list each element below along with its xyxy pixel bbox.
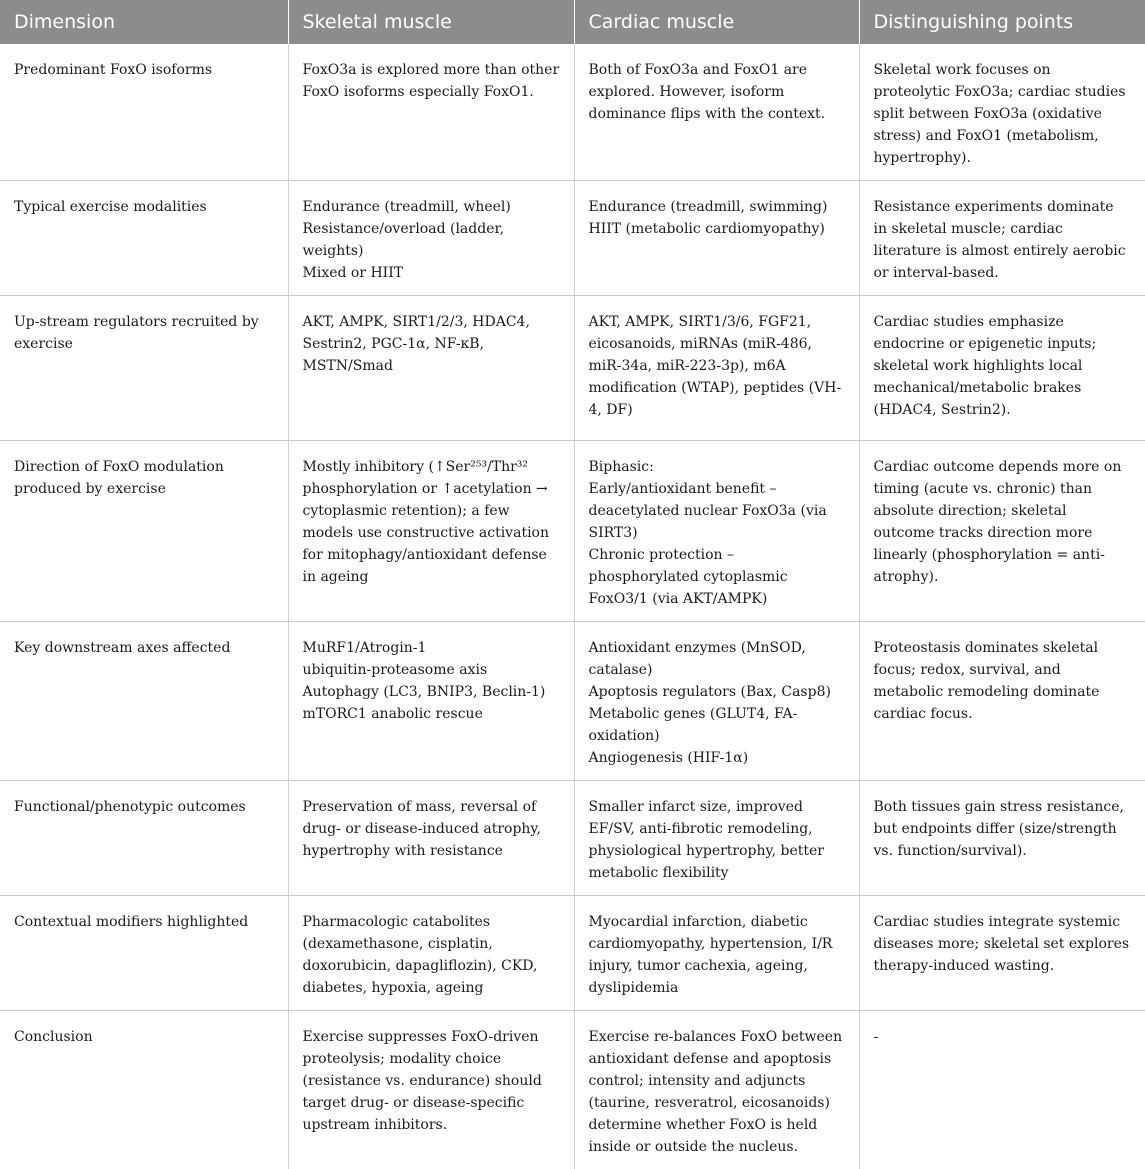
table-row xyxy=(0,1011,1145,1169)
cell-dimension: Contextual modifiers highlighted xyxy=(0,896,288,1011)
header-cardiac-muscle: Cardiac muscle xyxy=(574,0,859,44)
table-row xyxy=(0,296,1145,441)
cell-dimension: Direction of FoxO modulation produced by exercise xyxy=(0,441,288,622)
header-row xyxy=(0,0,1145,44)
cell-cardiac: Myocardial infarction, diabetic cardiomyopathy, hypertension, I/R injury, tumor cachexia, ageing, dyslipidemia xyxy=(574,896,859,1011)
cell-skeletal: Exercise suppresses FoxO-driven proteolysis; modality choice (resistance vs. endurance) should target drug- or disease-specific upstream inhibitors. xyxy=(288,1011,574,1169)
cell-cardiac: Both of FoxO3a and FoxO1 are explored. However, isoform dominance flips with the context. xyxy=(574,44,859,181)
header-dimension: Dimension xyxy=(0,0,288,44)
cell-points: Proteostasis dominates skeletal focus; redox, survival, and metabolic remodeling dominate cardiac focus. xyxy=(859,622,1145,781)
table-row xyxy=(0,44,1145,181)
table-row xyxy=(0,622,1145,781)
cell-cardiac: AKT, AMPK, SIRT1/3/6, FGF21, eicosanoids, miRNAs (miR-486, miR-34a, miR-223-3p), m6A modification (WTAP), peptides (VH-4, DF) xyxy=(574,296,859,441)
cell-dimension: Typical exercise modalities xyxy=(0,181,288,296)
cell-skeletal: MuRF1/Atrogin-1 ubiquitin-proteasome axis Autophagy (LC3, BNIP3, Beclin-1) mTORC1 anabolic rescue xyxy=(288,622,574,781)
cell-points: Skeletal work focuses on proteolytic FoxO3a; cardiac studies split between FoxO3a (oxidative stress) and FoxO1 (metabolism, hypertrophy). xyxy=(859,44,1145,181)
cell-points: Resistance experiments dominate in skeletal muscle; cardiac literature is almost entirely aerobic or interval-based. xyxy=(859,181,1145,296)
cell-dimension: Key downstream axes affected xyxy=(0,622,288,781)
cell-skeletal: Mostly inhibitory (↑Ser²⁵³/Thr³² phosphorylation or ↑acetylation → cytoplasmic retention); a few models use constructive activation for mitophagy/antioxidant defense in ageing xyxy=(288,441,574,622)
cell-points: - xyxy=(859,1011,1145,1169)
cell-skeletal: FoxO3a is explored more than other FoxO isoforms especially FoxO1. xyxy=(288,44,574,181)
cell-points: Cardiac studies integrate systemic diseases more; skeletal set explores therapy-induced wasting. xyxy=(859,896,1145,1011)
header-distinguishing-points: Distinguishing points xyxy=(859,0,1145,44)
cell-skeletal: Pharmacologic catabolites (dexamethasone, cisplatin, doxorubicin, dapagliflozin), CKD, diabetes, hypoxia, ageing xyxy=(288,896,574,1011)
table-row xyxy=(0,181,1145,296)
cell-dimension: Predominant FoxO isoforms xyxy=(0,44,288,181)
cell-cardiac: Endurance (treadmill, swimming) HIIT (metabolic cardiomyopathy) xyxy=(574,181,859,296)
cell-points: Both tissues gain stress resistance, but endpoints differ (size/strength vs. function/survival). xyxy=(859,781,1145,896)
cell-dimension: Functional/phenotypic outcomes xyxy=(0,781,288,896)
table-row xyxy=(0,781,1145,896)
header-skeletal-muscle: Skeletal muscle xyxy=(288,0,574,44)
cell-cardiac: Smaller infarct size, improved EF/SV, anti-fibrotic remodeling, physiological hypertrophy, better metabolic flexibility xyxy=(574,781,859,896)
cell-skeletal: Endurance (treadmill, wheel) Resistance/overload (ladder, weights) Mixed or HIIT xyxy=(288,181,574,296)
table-row xyxy=(0,441,1145,622)
cell-dimension: Up-stream regulators recruited by exercise xyxy=(0,296,288,441)
cell-points: Cardiac outcome depends more on timing (acute vs. chronic) than absolute direction; skeletal outcome tracks direction more linearly (phosphorylation = anti-atrophy). xyxy=(859,441,1145,622)
cell-cardiac: Biphasic: Early/antioxidant benefit – deacetylated nuclear FoxO3a (via SIRT3) Chronic protection – phosphorylated cytoplasmic FoxO3/1 (via AKT/AMPK) xyxy=(574,441,859,622)
cell-cardiac: Exercise re-balances FoxO between antioxidant defense and apoptosis control; intensity and adjuncts (taurine, resveratrol, eicosanoids) determine whether FoxO is held inside or outside the nucleus. xyxy=(574,1011,859,1169)
table-row xyxy=(0,896,1145,1011)
cell-dimension: Conclusion xyxy=(0,1011,288,1169)
cell-skeletal: Preservation of mass, reversal of drug- or disease-induced atrophy, hypertrophy with resistance xyxy=(288,781,574,896)
cell-points: Cardiac studies emphasize endocrine or epigenetic inputs; skeletal work highlights local mechanical/metabolic brakes (HDAC4, Sestrin2). xyxy=(859,296,1145,441)
cell-skeletal: AKT, AMPK, SIRT1/2/3, HDAC4, Sestrin2, PGC-1α, NF-κB, MSTN/Smad xyxy=(288,296,574,441)
cell-cardiac: Antioxidant enzymes (MnSOD, catalase) Apoptosis regulators (Bax, Casp8) Metabolic genes (GLUT4, FA-oxidation) Angiogenesis (HIF-1α) xyxy=(574,622,859,781)
